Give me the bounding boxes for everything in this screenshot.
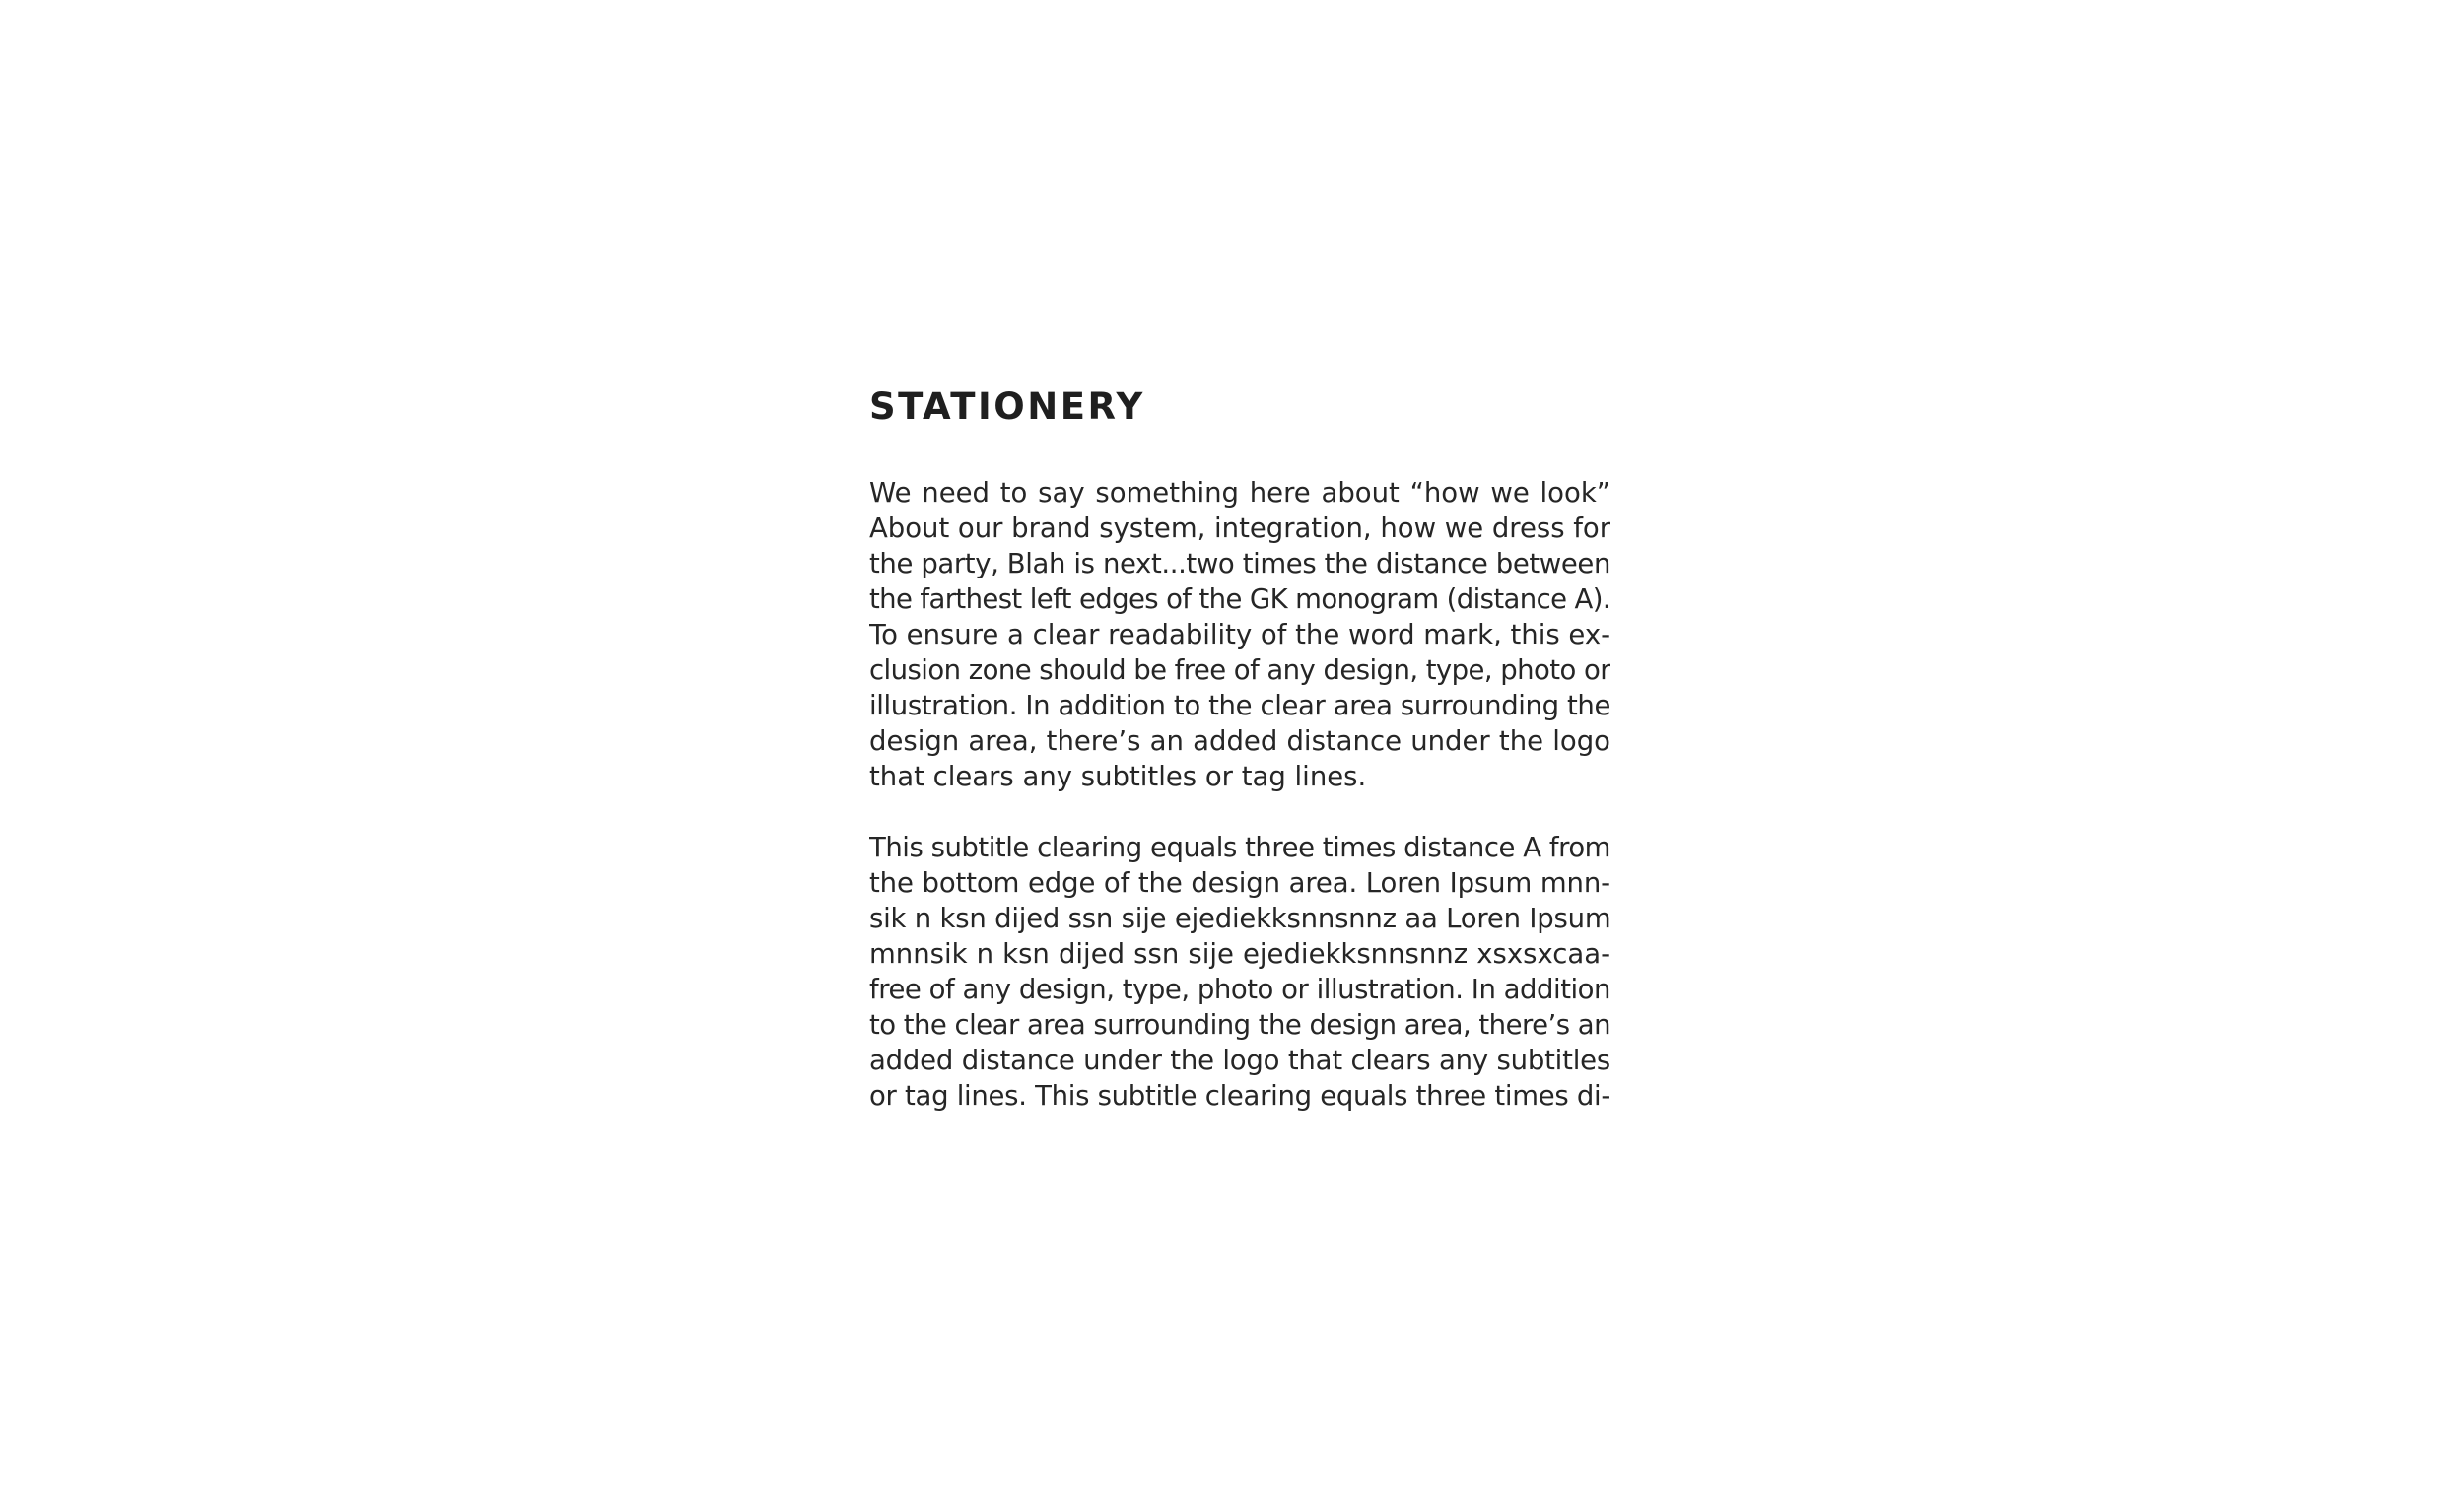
- paragraph-line: To ensure a clear readability of the word mark, this ex-: [869, 619, 1610, 650]
- paragraph-line: to the clear area surrounding the design area, there’s an: [869, 1009, 1610, 1041]
- paragraph-line: sik n ksn dijed ssn sije ejediekksnnsnnz aa Loren Ipsum: [869, 903, 1610, 934]
- paragraph-line: design area, there’s an added distance under the logo: [869, 725, 1610, 757]
- text-block: [869, 382, 1610, 1114]
- paragraph-line: illustration. In addition to the clear area surrounding the: [869, 690, 1610, 721]
- body-paragraph-2: [869, 830, 1610, 1114]
- paragraph-line: that clears any subtitles or tag lines.: [869, 761, 1367, 792]
- paragraph-line: mnnsik n ksn dijed ssn sije ejediekksnnsnnz xsxsxcaa-: [869, 938, 1610, 970]
- paragraph-line: This subtitle clearing equals three times distance A from: [869, 832, 1610, 863]
- paragraph-line: the bottom edge of the design area. Loren Ipsum mnn-: [869, 867, 1610, 899]
- body-paragraph-1: [869, 475, 1610, 794]
- page-title: STATIONERY: [869, 385, 1145, 428]
- paragraph-line: the party, Blah is next...two times the distance between: [869, 548, 1610, 579]
- paragraph-line: the farthest left edges of the GK monogram (distance A).: [869, 583, 1610, 615]
- paragraph-line: free of any design, type, photo or illustration. In addition: [869, 974, 1610, 1005]
- paragraph-line: or tag lines. This subtitle clearing equals three times di-: [869, 1080, 1610, 1112]
- paragraph-line: added distance under the logo that clears any subtitles: [869, 1045, 1610, 1076]
- paragraph-line: About our brand system, integration, how we dress for: [869, 512, 1610, 544]
- paragraph-line: We need to say something here about “how we look”: [869, 477, 1610, 509]
- paragraph-line: clusion zone should be free of any design, type, photo or: [869, 654, 1610, 686]
